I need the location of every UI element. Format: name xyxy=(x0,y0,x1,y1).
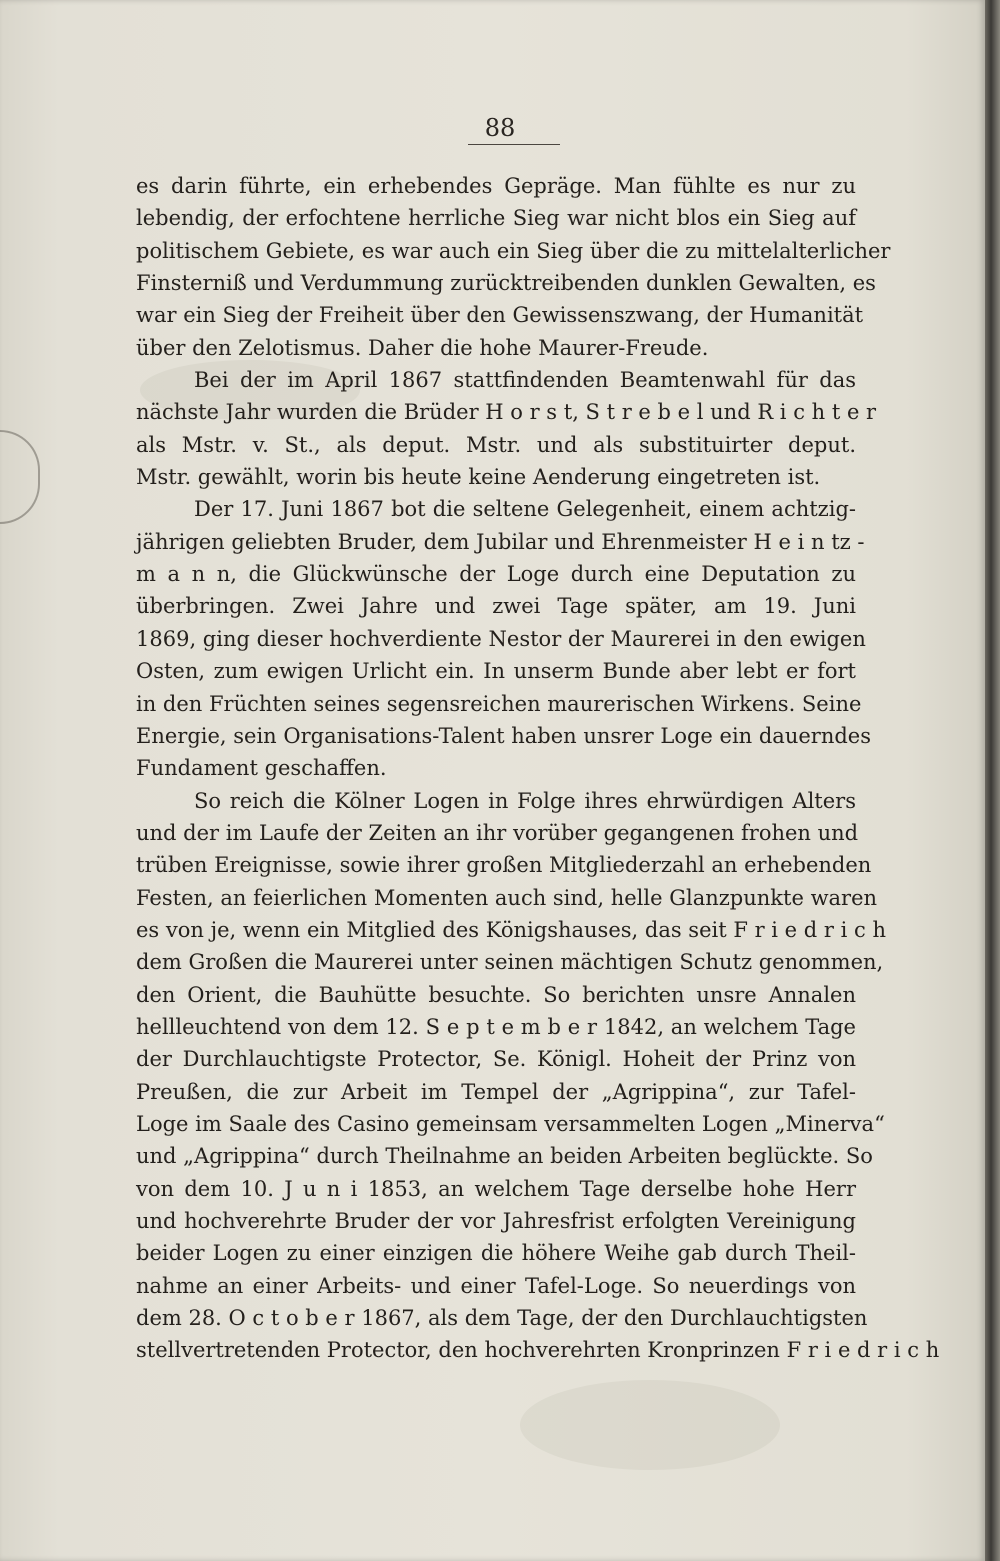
text-line: Mstr. gewählt, worin bis heute keine Aenderung eingetreten ist. xyxy=(136,465,821,490)
text-line: in den Früchten seines segensreichen maurerischen Wirkens. Seine xyxy=(136,691,862,716)
text-line: So reich die Kölner Logen in Folge ihres ehrwürdigen Alters xyxy=(194,788,856,813)
text-line: als Mstr. v. St., als deput. Mstr. und als substituirter deput. xyxy=(136,432,856,457)
text-line: es von je, wenn ein Mitglied des Königshauses, das seit F r i e d r i c h xyxy=(136,917,886,942)
text-line: nahme an einer Arbeits- und einer Tafel-Loge. So neuerdings von xyxy=(136,1273,856,1298)
text-line: jährigen geliebten Bruder, dem Jubilar und Ehrenmeister H e i n tz - xyxy=(136,529,865,554)
text-line: überbringen. Zwei Jahre und zwei Tage später, am 19. Juni xyxy=(136,594,856,619)
text-line: dem Großen die Maurerei unter seinen mächtigen Schutz genommen, xyxy=(136,950,884,975)
text-line: dem 28. O c t o b e r 1867, als dem Tage, der den Durchlauchtigsten xyxy=(136,1306,868,1331)
page-edge xyxy=(985,0,1000,1561)
text-line: politischem Gebiete, es war auch ein Sieg über die zu mittelalterlicher xyxy=(136,238,891,263)
text-line: Finsterniß und Verdummung zurücktreibenden dunklen Gewalten, es xyxy=(136,271,876,296)
binding-shadow xyxy=(0,430,40,524)
text-line: Osten, zum ewigen Urlicht ein. In unserm Bunde aber lebt er fort xyxy=(136,659,856,684)
text-line: der Durchlauchtigste Protector, Se. Königl. Hoheit der Prinz von xyxy=(136,1047,856,1072)
text-line: es darin führte, ein erhebendes Gepräge. Man fühlte es nur zu xyxy=(136,174,856,198)
text-line: m a n n, die Glückwünsche der Loge durch eine Deputation zu xyxy=(136,562,856,587)
text-line: stellvertretenden Protector, den hochverehrten Kronprinzen F r i e d r i c h xyxy=(136,1338,940,1363)
text-line: von dem 10. J u n i 1853, an welchem Tage derselbe hohe Herr xyxy=(136,1176,856,1201)
text-line: lebendig, der erfochtene herrliche Sieg war nicht blos ein Sieg auf xyxy=(136,206,856,231)
text-line: Der 17. Juni 1867 bot die seltene Gelegenheit, einem achtzig- xyxy=(194,497,856,522)
text-line: und der im Laufe der Zeiten an ihr vorüber gegangenen frohen und xyxy=(136,820,859,845)
text-line: den Orient, die Bauhütte besuchte. So berichten unsre Annalen xyxy=(136,982,856,1007)
page-number-rule xyxy=(468,144,560,145)
text-line: Festen, an feierlichen Momenten auch sind, helle Glanzpunkte waren xyxy=(136,885,878,910)
page-number: 88 xyxy=(484,114,516,142)
text-line: und hochverehrte Bruder der vor Jahresfrist erfolgten Vereinigung xyxy=(136,1209,856,1233)
text-line: hellleuchtend von dem 12. S e p t e m b e r 1842, an welchem Tage xyxy=(136,1014,856,1039)
text-line: nächste Jahr wurden die Brüder H o r s t, S t r e b e l und R i c h t e r xyxy=(136,400,877,425)
body-text xyxy=(136,170,940,1367)
text-line: war ein Sieg der Freiheit über den Gewissenszwang, der Humanität xyxy=(136,303,864,328)
text-line: beider Logen zu einer einzigen die höhere Weihe gab durch Theil- xyxy=(136,1241,856,1266)
paper-stain xyxy=(520,1380,780,1470)
text-line: Energie, sein Organisations-Talent haben unsrer Loge ein dauerndes xyxy=(136,723,871,748)
text-line: Fundament geschaffen. xyxy=(136,756,387,781)
text-line: 1869, ging dieser hochverdiente Nestor der Maurerei in den ewigen xyxy=(136,626,866,651)
text-line: über den Zelotismus. Daher die hohe Maurer-Freude. xyxy=(136,335,709,360)
text-line: und „Agrippina“ durch Theilnahme an beiden Arbeiten beglückte. So xyxy=(136,1144,873,1169)
text-line: Preußen, die zur Arbeit im Tempel der „Agrippina“, zur Tafel- xyxy=(136,1079,856,1104)
text-line: Loge im Saale des Casino gemeinsam versammelten Logen „Minerva“ xyxy=(136,1111,885,1136)
text-line: trüben Ereignisse, sowie ihrer großen Mitgliederzahl an erhebenden xyxy=(136,853,872,878)
text-line: Bei der im April 1867 stattfindenden Beamtenwahl für das xyxy=(194,368,856,393)
